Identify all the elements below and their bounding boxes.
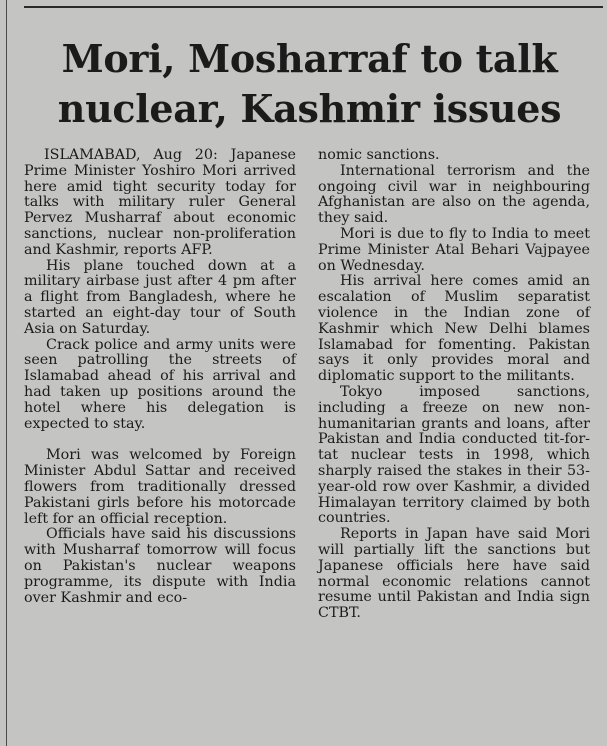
left-column-rule <box>6 0 7 746</box>
paragraph: International terrorism and the ongoing civil war in neighbouring Afghanistan are also on the agenda, they said. <box>318 162 590 227</box>
paragraph-dateline: ISLAMABAD, Aug 20: Japanese Prime Minister Yoshiro Mori arrived here amid tight security today for talks with military ruler General Pervez Musharraf about economic sanctions, nuclear non-proliferation and Kashmir, reports AFP. <box>24 147 296 258</box>
paragraph: His plane touched down at a military airbase just after 4 pm after a flight from Bangladesh, where he started an eight-day tour of South Asia on Saturday. <box>24 257 296 337</box>
article-column-right <box>318 148 590 622</box>
paragraph: Officials have said his discussions with Musharraf tomorrow will focus on Pakistan's nuclear weapons programme, its dispute with India over Kashmir and eco- <box>24 526 296 606</box>
paragraph: Reports in Japan have said Mori will partially lift the sanctions but Japanese officials here have said normal economic relations cannot resume until Pakistan and India sign CTBT. <box>318 526 590 622</box>
paragraph: Mori was welcomed by Foreign Minister Abdul Sattar and received flowers from traditionally dressed Pakistani girls before his motorcade left for an official reception. <box>24 447 296 527</box>
paragraph: Crack police and army units were seen patrolling the streets of Islamabad ahead of his arrival and had taken up positions around the hotel where his delegation is expected to stay. <box>24 336 296 432</box>
paragraph-continuation: nomic sanctions. <box>318 147 440 163</box>
paragraph: His arrival here comes amid an escalation of Muslim separatist violence in the Indian zone of Kashmir which New Delhi blames Islamabad for fomenting. Pakistan says it only provides moral and diplomatic support to the militants. <box>318 273 590 385</box>
paragraph: Mori is due to fly to India to meet Prime Minister Atal Behari Vajpayee on Wednesday. <box>318 225 590 274</box>
paragraph: Tokyo imposed sanctions, including a freeze on new non-humanitarian grants and loans, after Pakistan and India conducted tit-for-tat nuclear tests in 1998, which sharply raised the stakes in their 53-year-old row over Kashmir, a divided Himalayan territory claimed by both countries. <box>318 383 590 527</box>
top-rule <box>24 6 603 8</box>
article-column-left <box>24 148 296 606</box>
headline: Mori, Mosharraf to talk nuclear, Kashmir issues <box>57 36 562 131</box>
